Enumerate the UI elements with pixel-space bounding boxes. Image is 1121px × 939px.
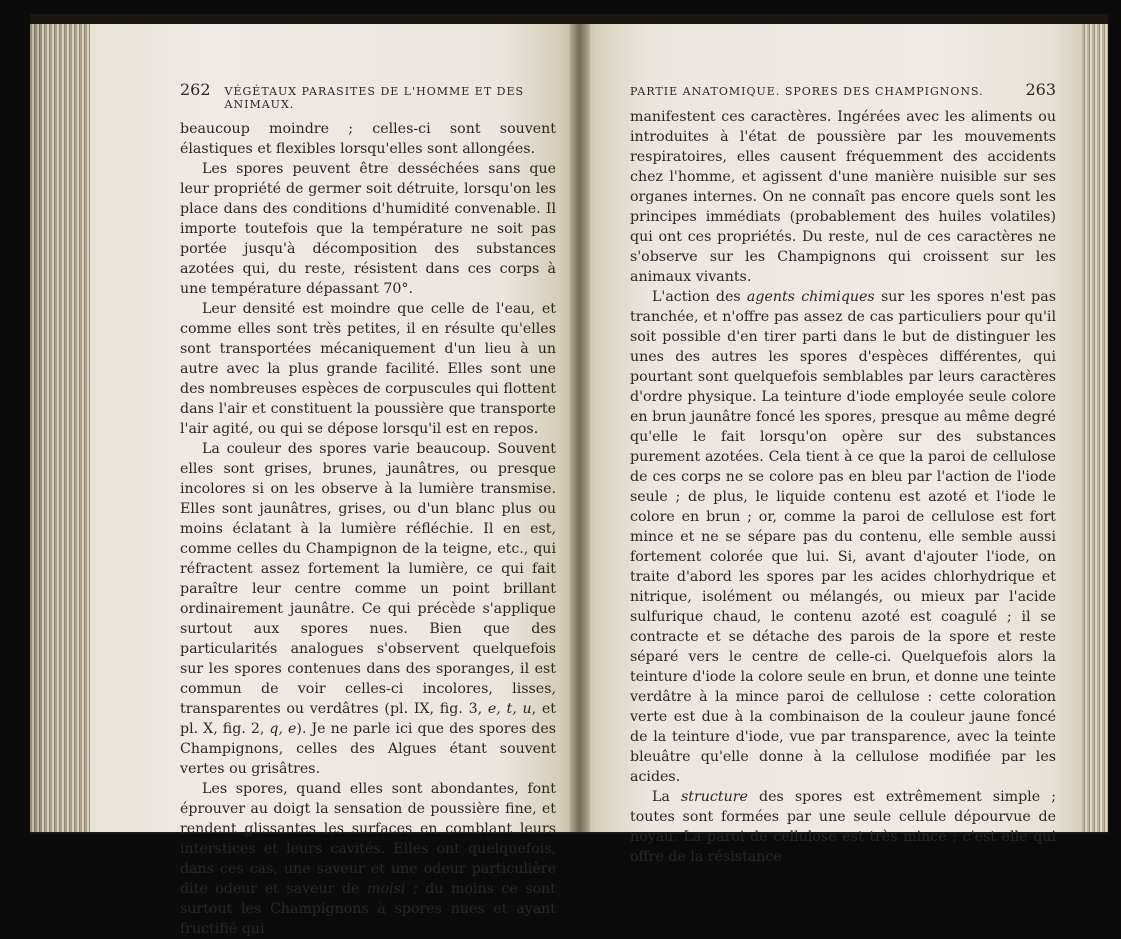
italic-text: structure bbox=[681, 789, 748, 805]
text-run: manifestent ces caractères. Ingérées avec les aliments ou introduites à l'état de poussière par les mouvements respiratoires, elles causent fréquemment des accidents chez l'homme, et agissent d'une manière nuisible sur ses organes internes. On ne connaît pas encore quels sont les principes immédiats (probablement des huiles volatiles) qui ont ces propriétés. Du reste, nul de ces caractères ne s'observe sur les Champignons qui croissent sur les animaux vivants. bbox=[630, 109, 1056, 285]
text-run: La bbox=[652, 789, 682, 805]
text-run: beaucoup moindre ; celles-ci sont souvent élastiques et flexibles lorsqu'elles sont allongées. bbox=[180, 121, 556, 157]
paragraph bbox=[180, 299, 556, 439]
paragraph bbox=[180, 159, 556, 299]
page-body bbox=[630, 107, 1056, 867]
page-edges-right bbox=[1082, 24, 1108, 832]
italic-text: agents chimiques bbox=[746, 289, 875, 305]
running-head: PARTIE ANATOMIQUE. SPORES DES CHAMPIGNONS. bbox=[630, 85, 984, 98]
text-run: sur les spores n'est pas tranchée, et n'offre pas assez de cas particuliers pour qu'il soit possible d'en tirer parti dans le but de distinguer les unes des autres les spores d'espèces différentes, qui pourtant sont quelquefois semblables par leurs caractères d'ordre physique. La teinture d'iode employée seule colore en brun jaunâtre foncé les spores, presque au même degré qu'elle le fait lorsqu'on opère sur des substances purement azotées. Cela tient à ce que la paroi de cellulose de ces corps ne se colore pas en bleu par l'action de l'iode seule ; de plus, le liquide contenu est azoté et l'iode le colore en brun ; or, comme la paroi de cellulose est fort mince et ne se sépare pas du contenu, elle semble aussi fortement colorée que lui. Si, avant d'ajouter l'iode, on traite d'abord les spores par les acides chlorhydrique et nitrique, isolément ou mélangés, ou mieux par l'acide sulfurique chaud, le contenu azoté est coagulé ; il se contracte et se détache des parois de la spore et reste séparé vers le centre de celle-ci. Quelquefois alors la teinture d'iode la colore seule en brun, et donne une teinte verdâtre à la mince paroi de cellulose : cette coloration verte est due à la combinaison de la couleur jaune foncé de la teinture d'iode, vue par transparence, avec la teinte bleuâtre qu'elle donne à la cellulose modifiée par les acides. bbox=[630, 289, 1056, 785]
text-run: du moins ce sont surtout les Champignons à spores nues et ayant fructifié qui bbox=[180, 881, 556, 937]
paragraph bbox=[180, 779, 556, 939]
paragraph bbox=[630, 107, 1056, 287]
paragraph bbox=[630, 787, 1056, 867]
text-run: Les spores peuvent être desséchées sans que leur propriété de germer soit détruite, lorsqu'on les place dans des conditions d'humidité convenable. Il importe toutefois que la température ne soit pas portée jusqu'à décomposition des substances azotées qui, du reste, résistent dans ces corps à une température dépassant 70°. bbox=[180, 161, 556, 297]
text-run: Les spores, quand elles sont abondantes, font éprouver au doigt la sensation de poussière fine, et rendent glissantes les surfaces en comblant leurs interstices et leurs cavités. Elles ont quelquefois, dans ces cas, une saveur et une odeur particulière dite odeur et saveur de bbox=[180, 781, 556, 897]
page-number: 262 bbox=[180, 80, 211, 99]
page-edges-left bbox=[30, 24, 90, 832]
right-page-header bbox=[630, 80, 1056, 99]
text-run: des spores est extrêmement simple ; toutes sont formées par une seule cellule dépourvue de noyau. La paroi de cellulose est très mince ; c'est elle qui offre de la résistance bbox=[630, 789, 1057, 865]
open-book bbox=[30, 14, 1108, 937]
text-run: Leur densité est moindre que celle de l'eau, et comme elles sont très petites, il en résulte qu'elles sont transportées mécaniquement d'un lieu à un autre avec la plus grande facilité. Elles sont une des nombreuses espèces de corpuscules qui flottent dans l'air et constituent la poussière que transporte l'air agité, ou qui se dépose lorsqu'il est en repos. bbox=[180, 301, 556, 437]
italic-text: q, e bbox=[269, 721, 297, 737]
text-run: La couleur des spores varie beaucoup. Souvent elles sont grises, brunes, jaunâtres, ou presque incolores si on les observe à la lumière transmise. Elles sont jaunâtres, grises, ou d'un blanc plus ou moins éclatant à la lumière réfléchie. Il en est, comme celles du Champignon de la teigne, etc., qui réfractent assez fortement la lumière, ce qui fait paraître leur centre comme un point brillant ordinairement jaunâtre. Ce qui précède s'applique surtout aux spores nues. Bien que des particularités analogues s'observent quelquefois sur les spores contenues dans des sporanges, il est commun de voir celles-ci incolores, lisses, transparentes ou verdâtres (pl. IX, fig. 3, bbox=[180, 441, 556, 717]
page-body bbox=[180, 119, 556, 939]
page-number: 263 bbox=[1025, 80, 1056, 99]
text-run: L'action des bbox=[652, 289, 747, 305]
text-run: ). Je ne parle ici que des spores des Champignons, celles des Algues étant souvent vertes ou grisâtres. bbox=[180, 721, 557, 777]
italic-text: e, t, u bbox=[487, 701, 532, 717]
paragraph bbox=[630, 287, 1056, 787]
running-head: VÉGÉTAUX PARASITES DE L'HOMME ET DES ANIMAUX. bbox=[224, 85, 525, 111]
text-run: , et pl. X, fig. 2, bbox=[180, 701, 556, 737]
right-page bbox=[576, 24, 1096, 865]
paragraph bbox=[180, 439, 556, 779]
italic-text: moisi ; bbox=[367, 881, 418, 897]
left-page-header bbox=[180, 80, 556, 111]
paragraph bbox=[180, 119, 556, 159]
left-page bbox=[42, 24, 582, 937]
book-gutter bbox=[570, 24, 590, 832]
